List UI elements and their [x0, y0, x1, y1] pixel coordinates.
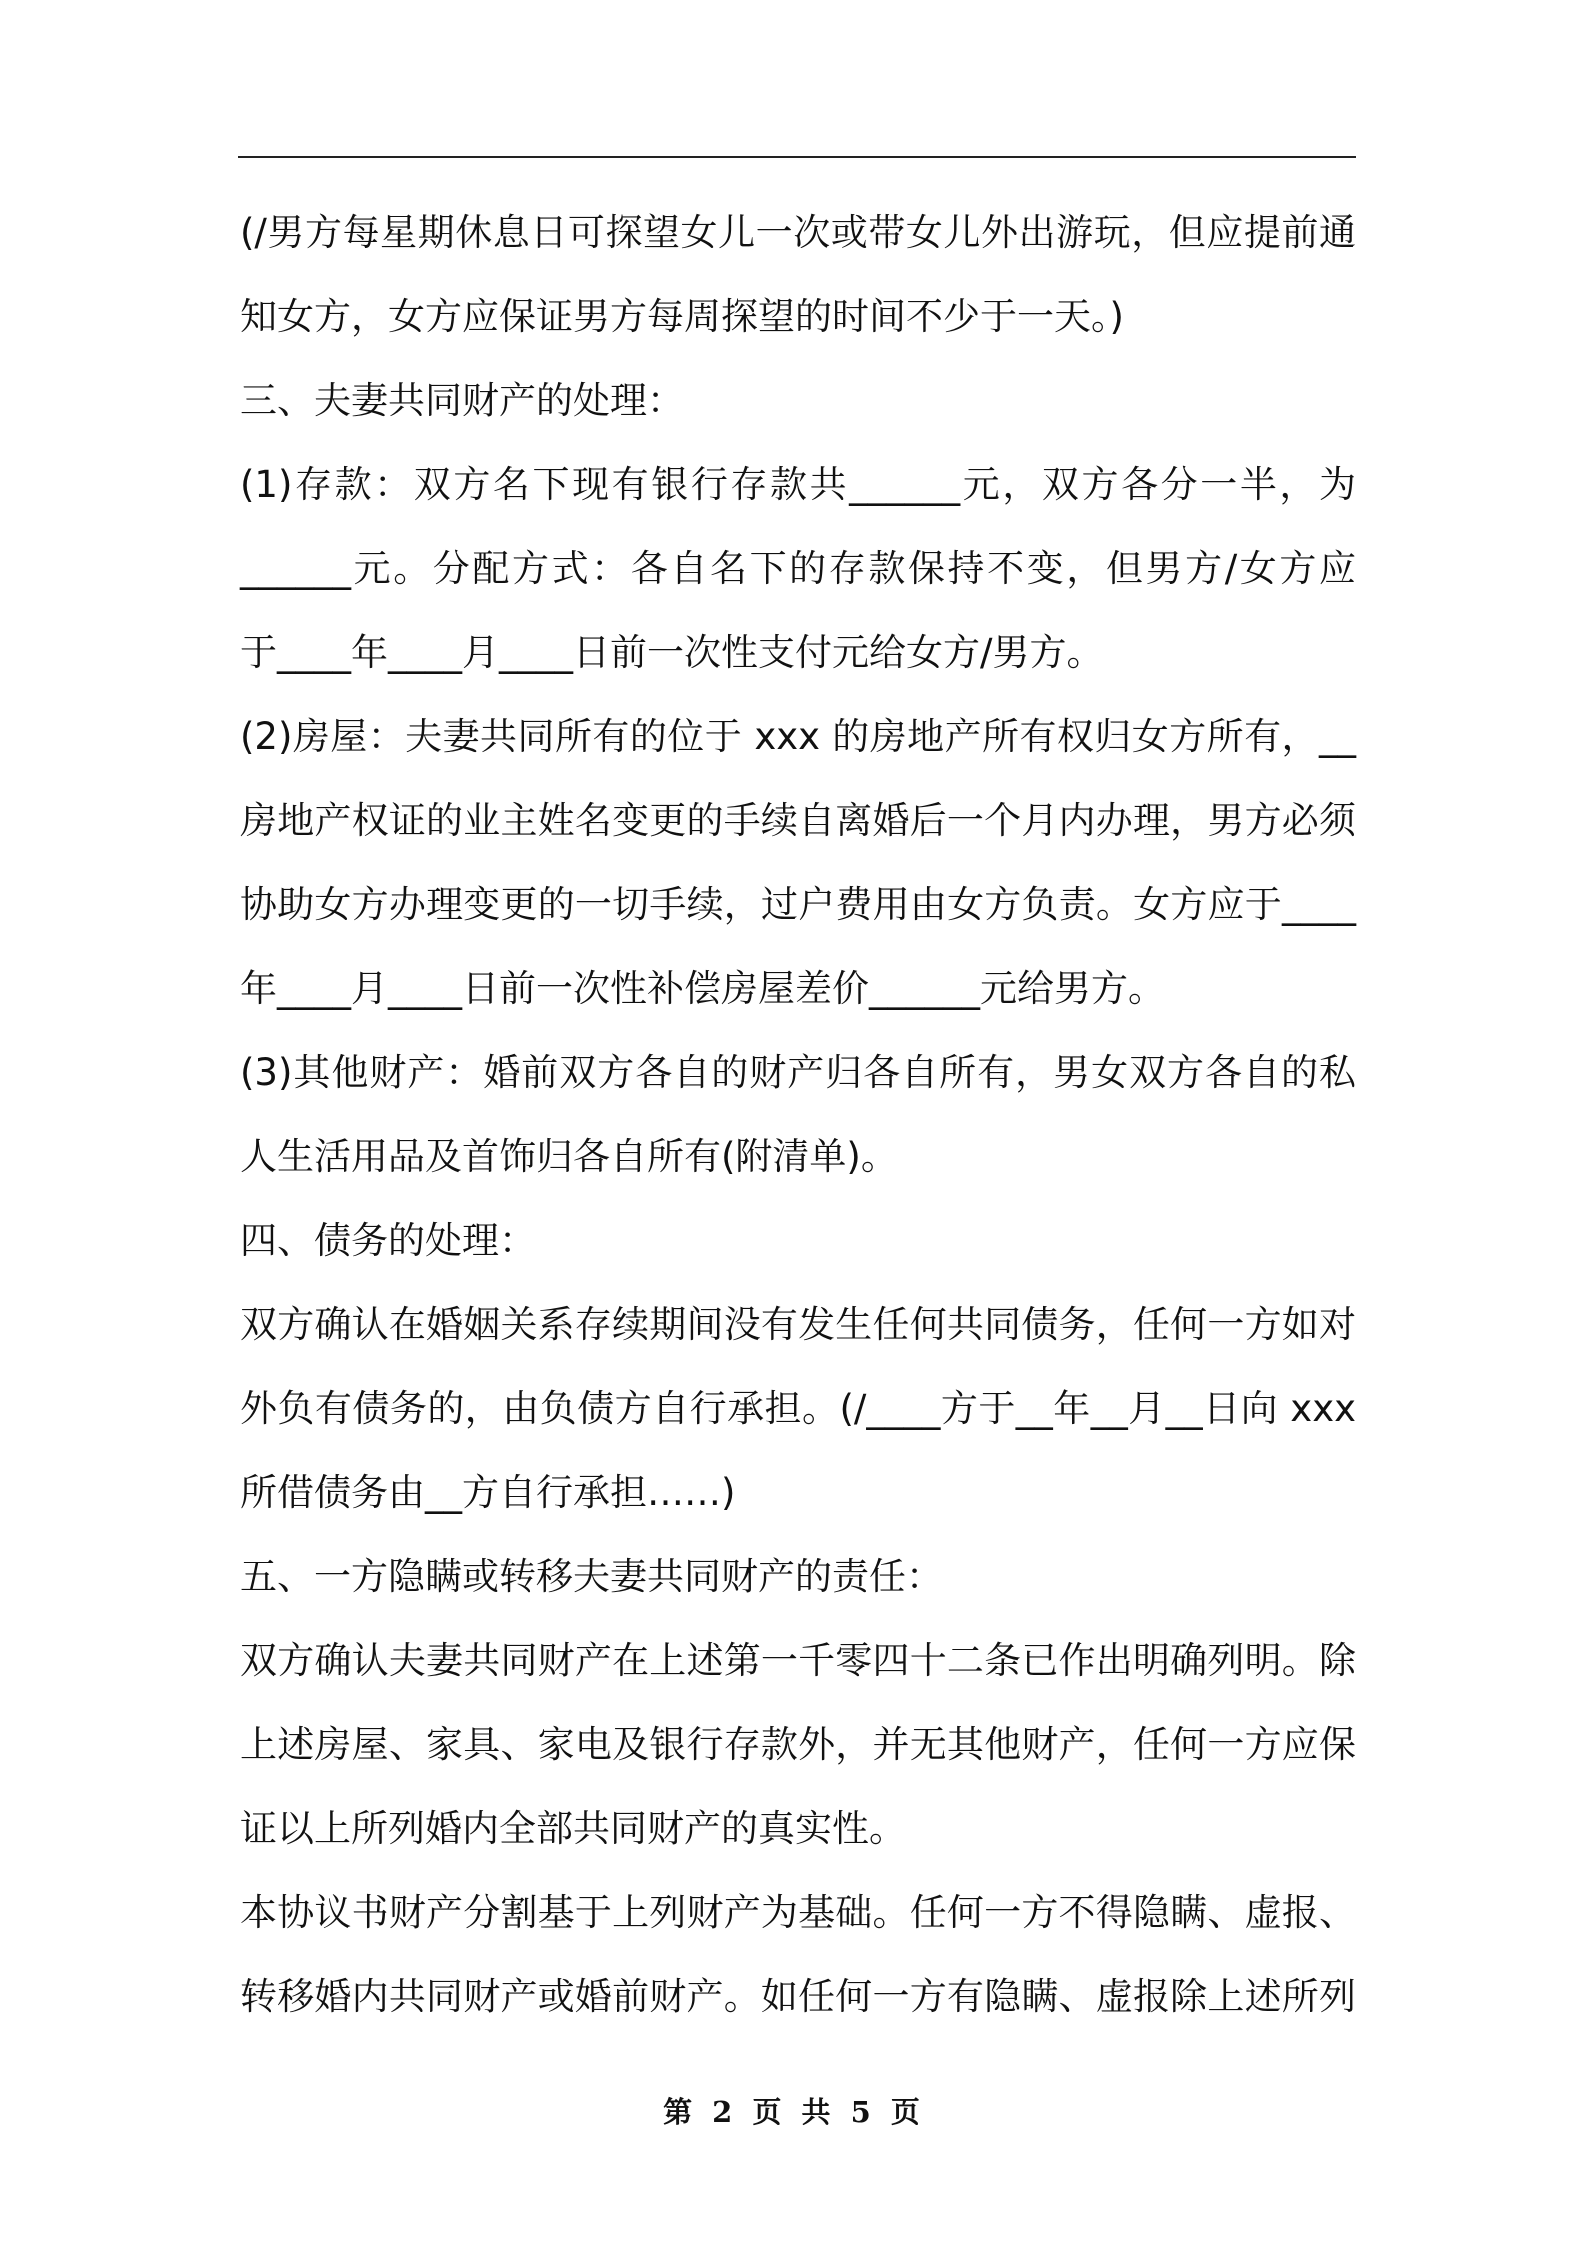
text-line-11: (3)其他财产：婚前双方各自的财产归各自所有，男女双方各自的私 [240, 1051, 1356, 1094]
text-line-6: 于____年____月____日前一次性支付元给女方/男方。 [240, 631, 1104, 674]
section-heading-5: 五、一方隐瞒或转移夫妻共同财产的责任： [240, 1555, 943, 1598]
text-line-1: (/男方每星期休息日可探望女儿一次或带女儿外出游玩，但应提前通 [240, 211, 1356, 254]
page-number-footer: 第 2 页 共 5 页 [663, 2095, 923, 2129]
text-line-20: 证以上所列婚内全部共同财产的真实性。 [240, 1807, 906, 1850]
text-line-15: 外负有债务的，由负债方自行承担。(/____方于__年__月__日向 xxx [240, 1387, 1356, 1430]
text-line-22: 转移婚内共同财产或婚前财产。如任何一方有隐瞒、虚报除上述所列 [240, 1975, 1356, 2018]
text-line-18: 双方确认夫妻共同财产在上述第一千零四十二条已作出明确列明。除 [240, 1639, 1356, 1682]
section-heading-4: 四、债务的处理： [240, 1219, 536, 1262]
text-line-12: 人生活用品及首饰归各自所有(附清单)。 [240, 1135, 898, 1178]
text-line-4: (1)存款：双方名下现有银行存款共______元，双方各分一半，为 [240, 463, 1356, 506]
text-line-9: 协助女方办理变更的一切手续，过户费用由女方负责。女方应于____ [240, 883, 1356, 926]
text-line-5: ______元。分配方式：各自名下的存款保持不变，但男方/女方应 [240, 547, 1356, 590]
text-line-2: 知女方，女方应保证男方每周探望的时间不少于一天。) [240, 295, 1124, 338]
header-rule [238, 156, 1356, 158]
text-line-8: 房地产权证的业主姓名变更的手续自离婚后一个月内办理，男方必须 [240, 799, 1356, 842]
text-line-14: 双方确认在婚姻关系存续期间没有发生任何共同债务，任何一方如对 [240, 1303, 1356, 1346]
text-line-16: 所借债务由__方自行承担……) [240, 1471, 736, 1514]
text-line-10: 年____月____日前一次性补偿房屋差价______元给男方。 [240, 967, 1165, 1010]
text-line-7: (2)房屋：夫妻共同所有的位于 xxx 的房地产所有权归女方所有，__ [240, 715, 1356, 758]
document-body [240, 198, 1356, 2046]
text-line-19: 上述房屋、家具、家电及银行存款外，并无其他财产，任何一方应保 [240, 1723, 1356, 1766]
section-heading-3: 三、夫妻共同财产的处理： [240, 379, 684, 422]
text-line-21: 本协议书财产分割基于上列财产为基础。任何一方不得隐瞒、虚报、 [240, 1891, 1356, 1934]
